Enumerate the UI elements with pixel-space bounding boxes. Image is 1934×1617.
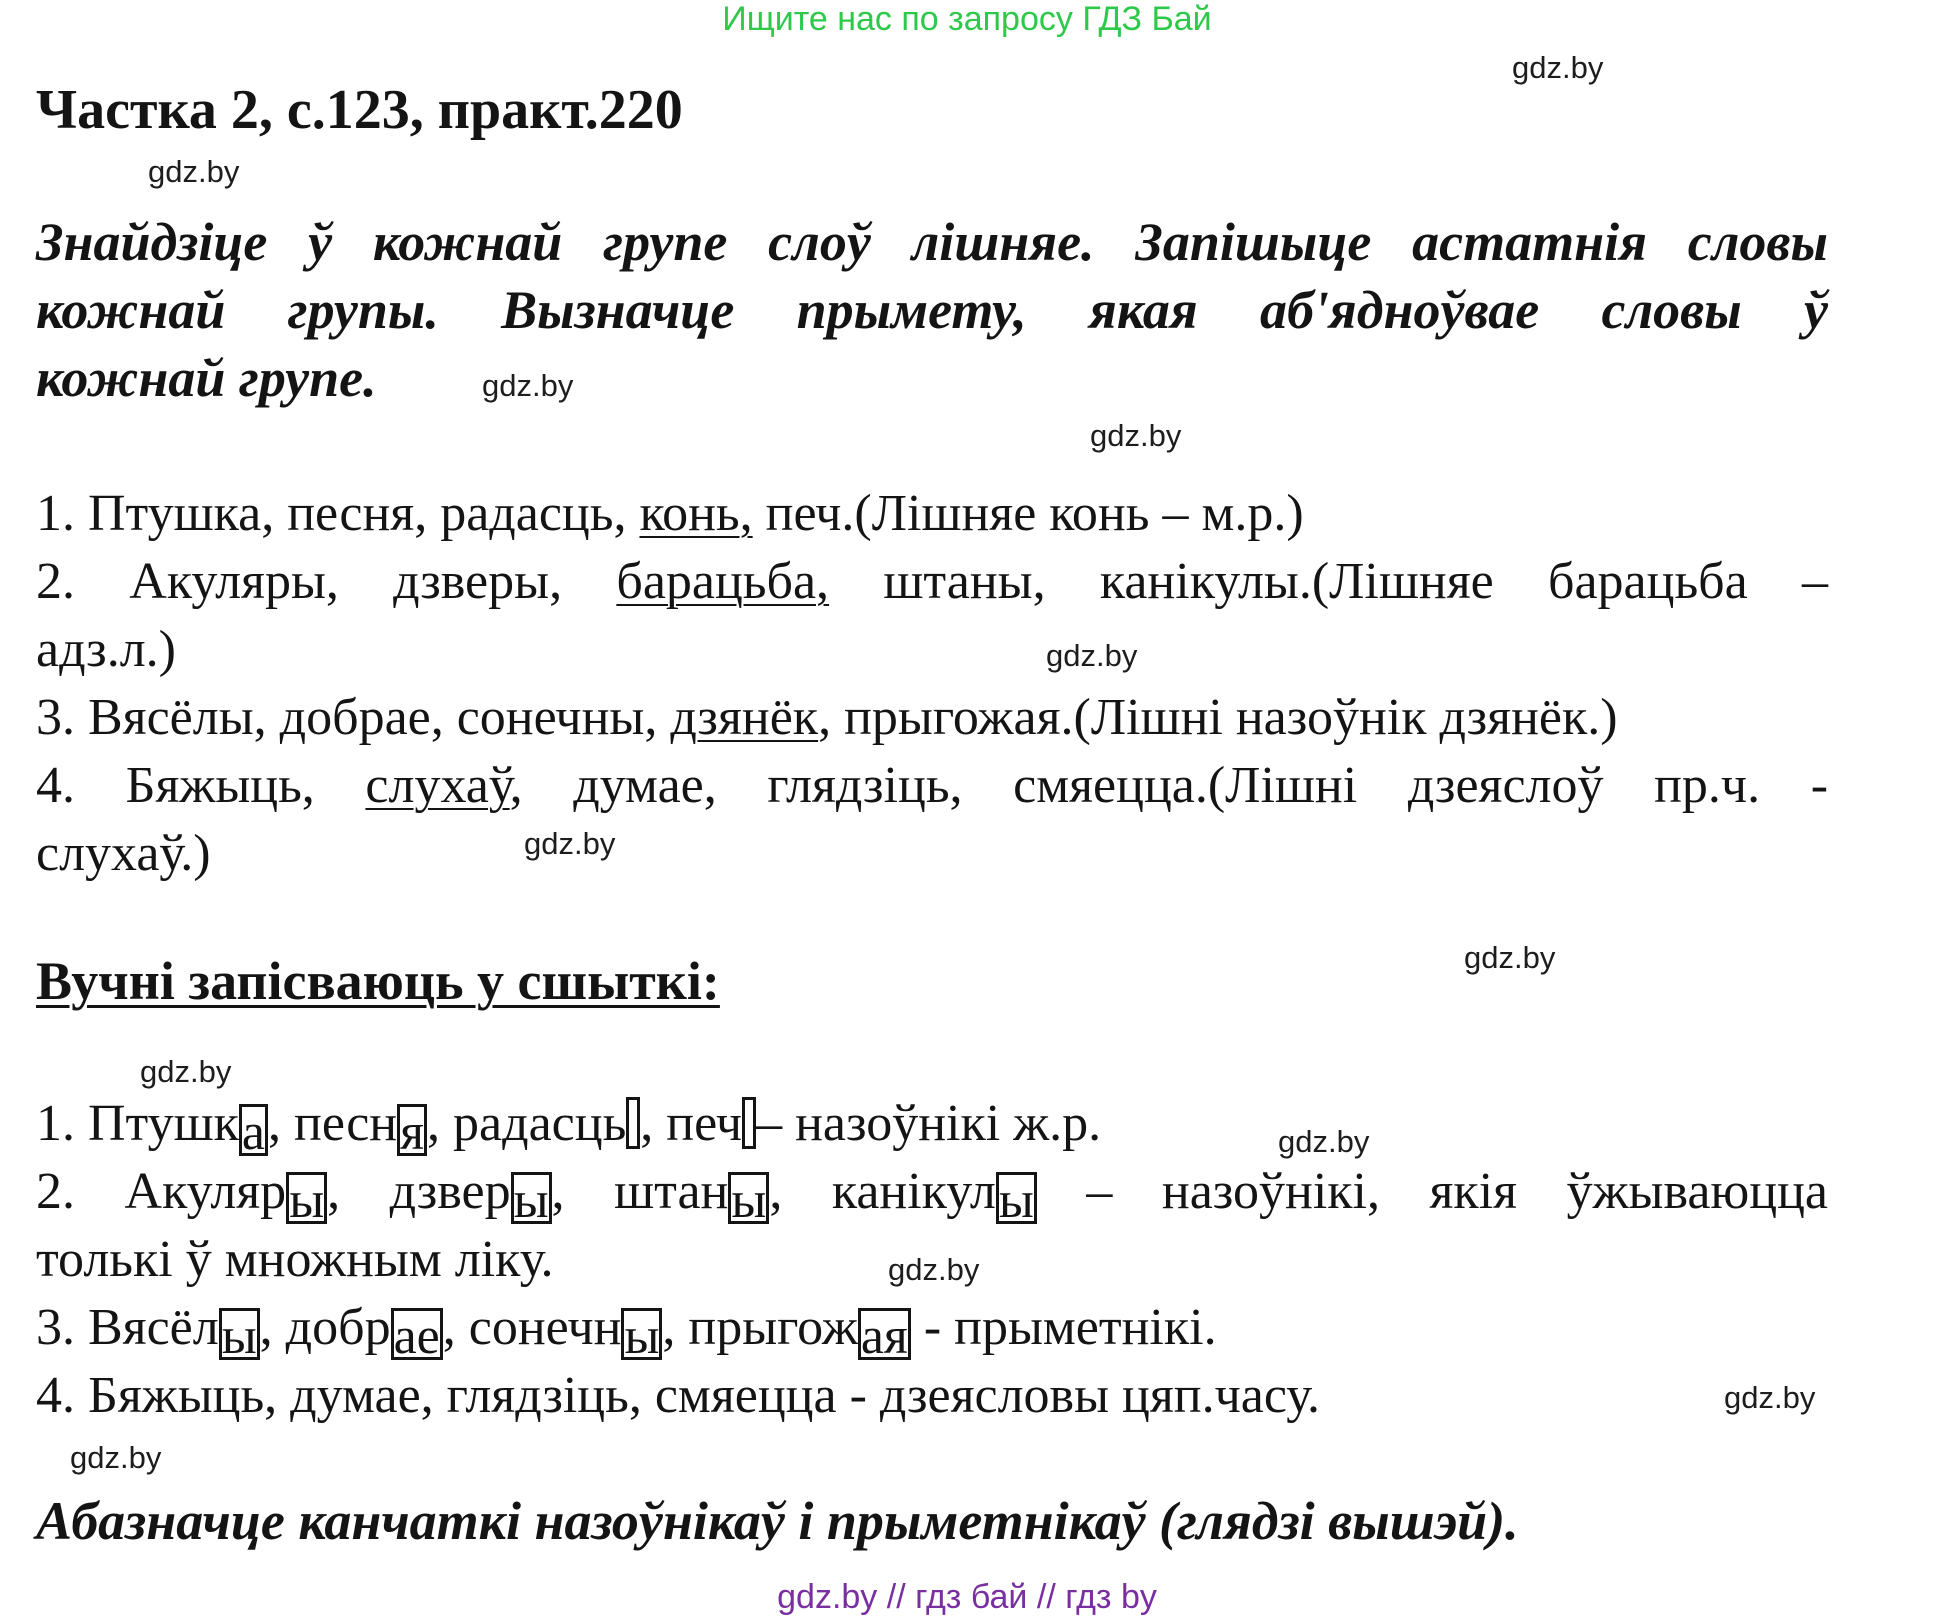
search-banner: Ищите нас по запросу ГДЗ Бай <box>722 0 1212 38</box>
notebook-line-3: 3. Вясёлы, добрае, сонечны, прыгожая - прыметнікі. <box>36 1299 1217 1365</box>
task-line: Знайдзіце ў кожнай групе слоў лішняе. Запішыце астатнія словы <box>36 212 1828 272</box>
section-heading: Вучні запісваюць у сшыткі: <box>36 951 720 1011</box>
watermark: gdz.by <box>140 1054 232 1089</box>
watermark: gdz.by <box>1512 50 1604 85</box>
ending-box: ы <box>621 1308 662 1360</box>
ending-box: ы <box>511 1172 552 1224</box>
ending-box: а <box>239 1104 268 1156</box>
ending-box: ы <box>219 1308 260 1360</box>
task-line: кожнай групы. Вызначце прымету, якая аб'ядноўвае словы ў <box>36 280 1828 340</box>
ending-box-empty <box>742 1097 756 1149</box>
answer-line-4: 4. Бяжыць, слухаў, думае, глядзіць, смяецца.(Лішні дзеяслоў пр.ч. - <box>36 757 1829 814</box>
watermark: gdz.by <box>70 1440 162 1475</box>
ending-box-empty <box>626 1097 640 1149</box>
watermark: gdz.by <box>1724 1380 1816 1415</box>
watermark: gdz.by <box>482 368 574 403</box>
task-text <box>36 208 1828 412</box>
notebook-line-4: 4. Бяжыць, думае, глядзіць, смяецца - дзеясловы цяп.часу. <box>36 1367 1321 1424</box>
footer-links: gdz.by // гдз бай // гдз by <box>777 1578 1157 1616</box>
closing-instruction: Абазначце канчаткі назоўнікаў і прыметнікаў (глядзі вышэй). <box>36 1491 1519 1551</box>
watermark: gdz.by <box>888 1252 980 1287</box>
answers-block <box>36 480 1828 888</box>
notebook-line-1: 1. Птушка, песня, радасць , печ – назоўнікі ж.р. <box>36 1095 1102 1161</box>
notebook-line-2-cont: толькі ў множным ліку. <box>36 1231 554 1288</box>
answer-line-2: 2. Акуляры, дзверы, барацьба, штаны, канікулы.(Лішняе барацьба – <box>36 553 1828 610</box>
ending-box: ы <box>286 1172 327 1224</box>
watermark: gdz.by <box>1090 418 1182 453</box>
ending-box: ы <box>996 1172 1037 1224</box>
answer-line-3: 3. Вясёлы, добрае, сонечны, дзянёк, прыгожая.(Лішні назоўнік дзянёк.) <box>36 689 1618 746</box>
ending-box: я <box>397 1104 427 1156</box>
ending-box: ая <box>858 1308 911 1360</box>
answer-line-1: 1. Птушка, песня, радасць, конь, печ.(Лішняе конь – м.р.) <box>36 485 1304 542</box>
task-line: кожнай групе. <box>36 348 377 408</box>
notebook-line-2: 2. Акуляры, дзверы, штаны, канікулы – назоўнікі, якія ўжываюцца <box>36 1163 1828 1229</box>
watermark: gdz.by <box>524 826 616 861</box>
answer-line-2-cont: адз.л.) <box>36 621 176 678</box>
watermark: gdz.by <box>1464 940 1556 975</box>
ending-box: ае <box>391 1308 443 1360</box>
answer-line-4-cont: слухаў.) <box>36 825 211 882</box>
watermark: gdz.by <box>1278 1124 1370 1159</box>
watermark: gdz.by <box>1046 638 1138 673</box>
ending-box: ы <box>728 1172 769 1224</box>
notebook-block <box>36 1090 1828 1430</box>
watermark: gdz.by <box>148 154 240 189</box>
page-title: Частка 2, с.123, практ.220 <box>36 79 683 141</box>
